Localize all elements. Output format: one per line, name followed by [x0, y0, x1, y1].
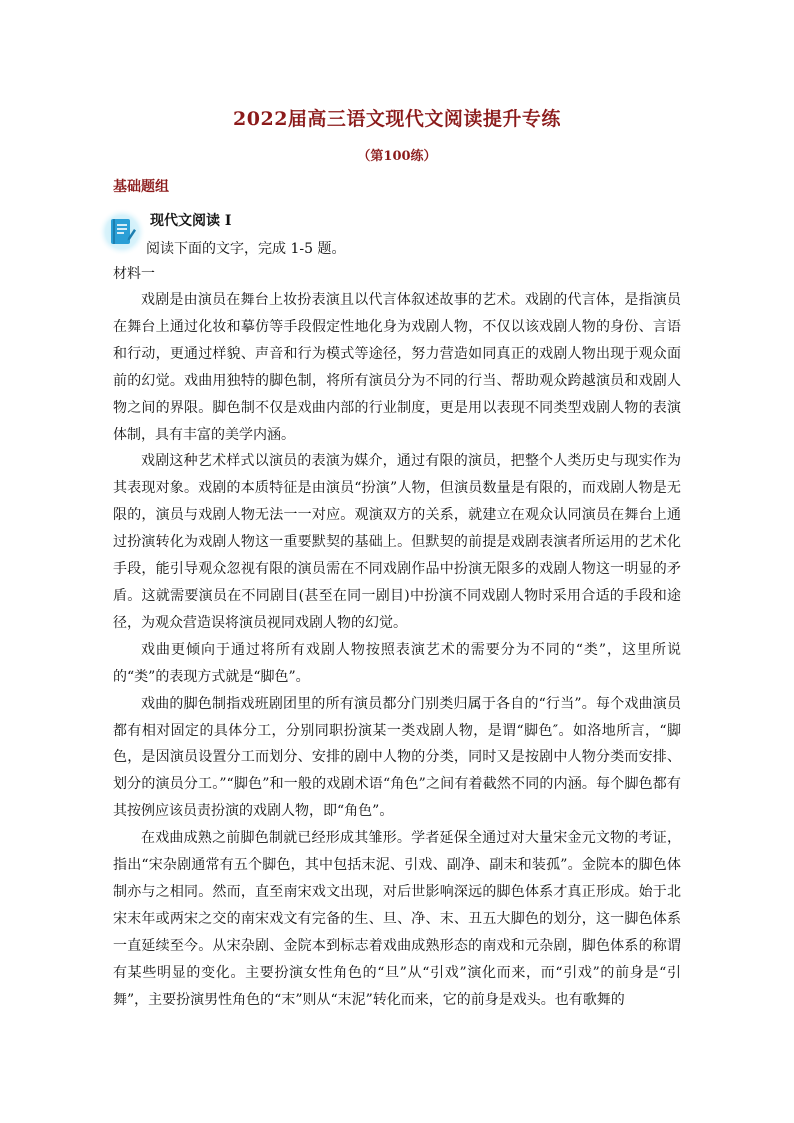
paragraph: 戏曲更倾向于通过将所有戏剧人物按照表演艺术的需要分为不同的“类”，这里所说的“类”的表现方式就是“脚色”。 — [113, 641, 681, 685]
reading-label: 现代文阅读 I — [150, 213, 232, 229]
paragraph: 戏曲的脚色制指戏班剧团里的所有演员都分门别类归属于各自的“行当”。每个戏曲演员都有相对固定的具体分工，分别同职扮演某一类戏剧人物，是谓“脚色″。如洛地所言，“脚色，是因演员设置分工而划分、安排的剧中人物的分类，同时又是按剧中人物分类而安排、划分的演员分工。”“脚色”和一般的戏剧术语“角色”之间有着截然不同的内涵。每个脚色都有其按例应该员责扮演的戏剧人物，即“角色”。 — [113, 695, 681, 820]
article-body — [113, 287, 681, 1013]
page-title: 2022届高三语文现代文阅读提升专练 — [233, 108, 561, 130]
reading-instruction: 阅读下面的文字，完成 1-5 题。 — [146, 241, 346, 257]
page-subtitle: （第100练） — [357, 149, 437, 164]
paragraph: 在戏曲成熟之前脚色制就已经形成其雏形。学者延保全通过对大量宋金元文物的考证，指出“宋杂剧通常有五个脚色，其中包括末泥、引戏、副净、副末和装孤”。金院本的脚色体制亦与之相同。然而，直至南宋戏文出现，对后世影响深远的脚色体系才真正形成。始于北宋末年或两宋之交的南宋戏文有完备的生、旦、净、末、丑五大脚色的划分，这一脚色体系一直延续至今。从宋杂剧、金院本到标志着戏曲成熟形态的南戏和元杂剧，脚色体系的称谓有某些明显的变化。主要扮演女性角色的“旦”从“引戏”演化而来，而“引戏”的前身是“引舞”，主要扮演男性角色的“末”则从“末泥”转化而来，它的前身是戏头。也有歌舞的 — [113, 830, 681, 1008]
paragraph: 戏剧这种艺术样式以演员的表演为媒介，通过有限的演员，把整个人类历史与现实作为其表现对象。戏剧的本质特征是由演员“扮演”人物，但演员数量是有限的，而戏剧人物是无限的，演员与戏剧人物无法一一对应。观演双方的关系，就建立在观众认同演员在舞台上通过扮演转化为戏剧人物这一重要默契的基础上。但默契的前提是戏剧表演者所运用的艺术化手段，能引导观众忽视有限的演员需在不同戏剧作品中扮演无限多的戏剧人物这一明显的矛盾。这就需要演员在不同剧目(甚至在同一剧目)中扮演不同戏剧人物时采用合适的手段和途径，为观众营造误将演员视同戏剧人物的幻觉。 — [113, 453, 681, 631]
section-heading: 基础题组 — [113, 179, 169, 195]
paragraph: 戏剧是由演员在舞台上妆扮表演且以代言体叙述故事的艺术。戏剧的代言体，是指演员在舞台上通过化妆和摹仿等手段假定性地化身为戏剧人物，不仅以该戏剧人物的身份、言语和行动，更通过样貌、声音和行为模式等途径，努力营造如同真正的戏剧人物出现于观众面前的幻觉。戏曲用独特的脚色制，将所有演员分为不同的行当、帮助观众跨越演员和戏剧人物之间的界限。脚色制不仅是戏曲内部的行业制度，更是用以表现不同类型戏剧人物的表演体制，具有丰富的美学内涵。 — [113, 292, 681, 443]
notebook-pen-icon — [98, 208, 146, 256]
material-label: 材料一 — [113, 266, 155, 282]
